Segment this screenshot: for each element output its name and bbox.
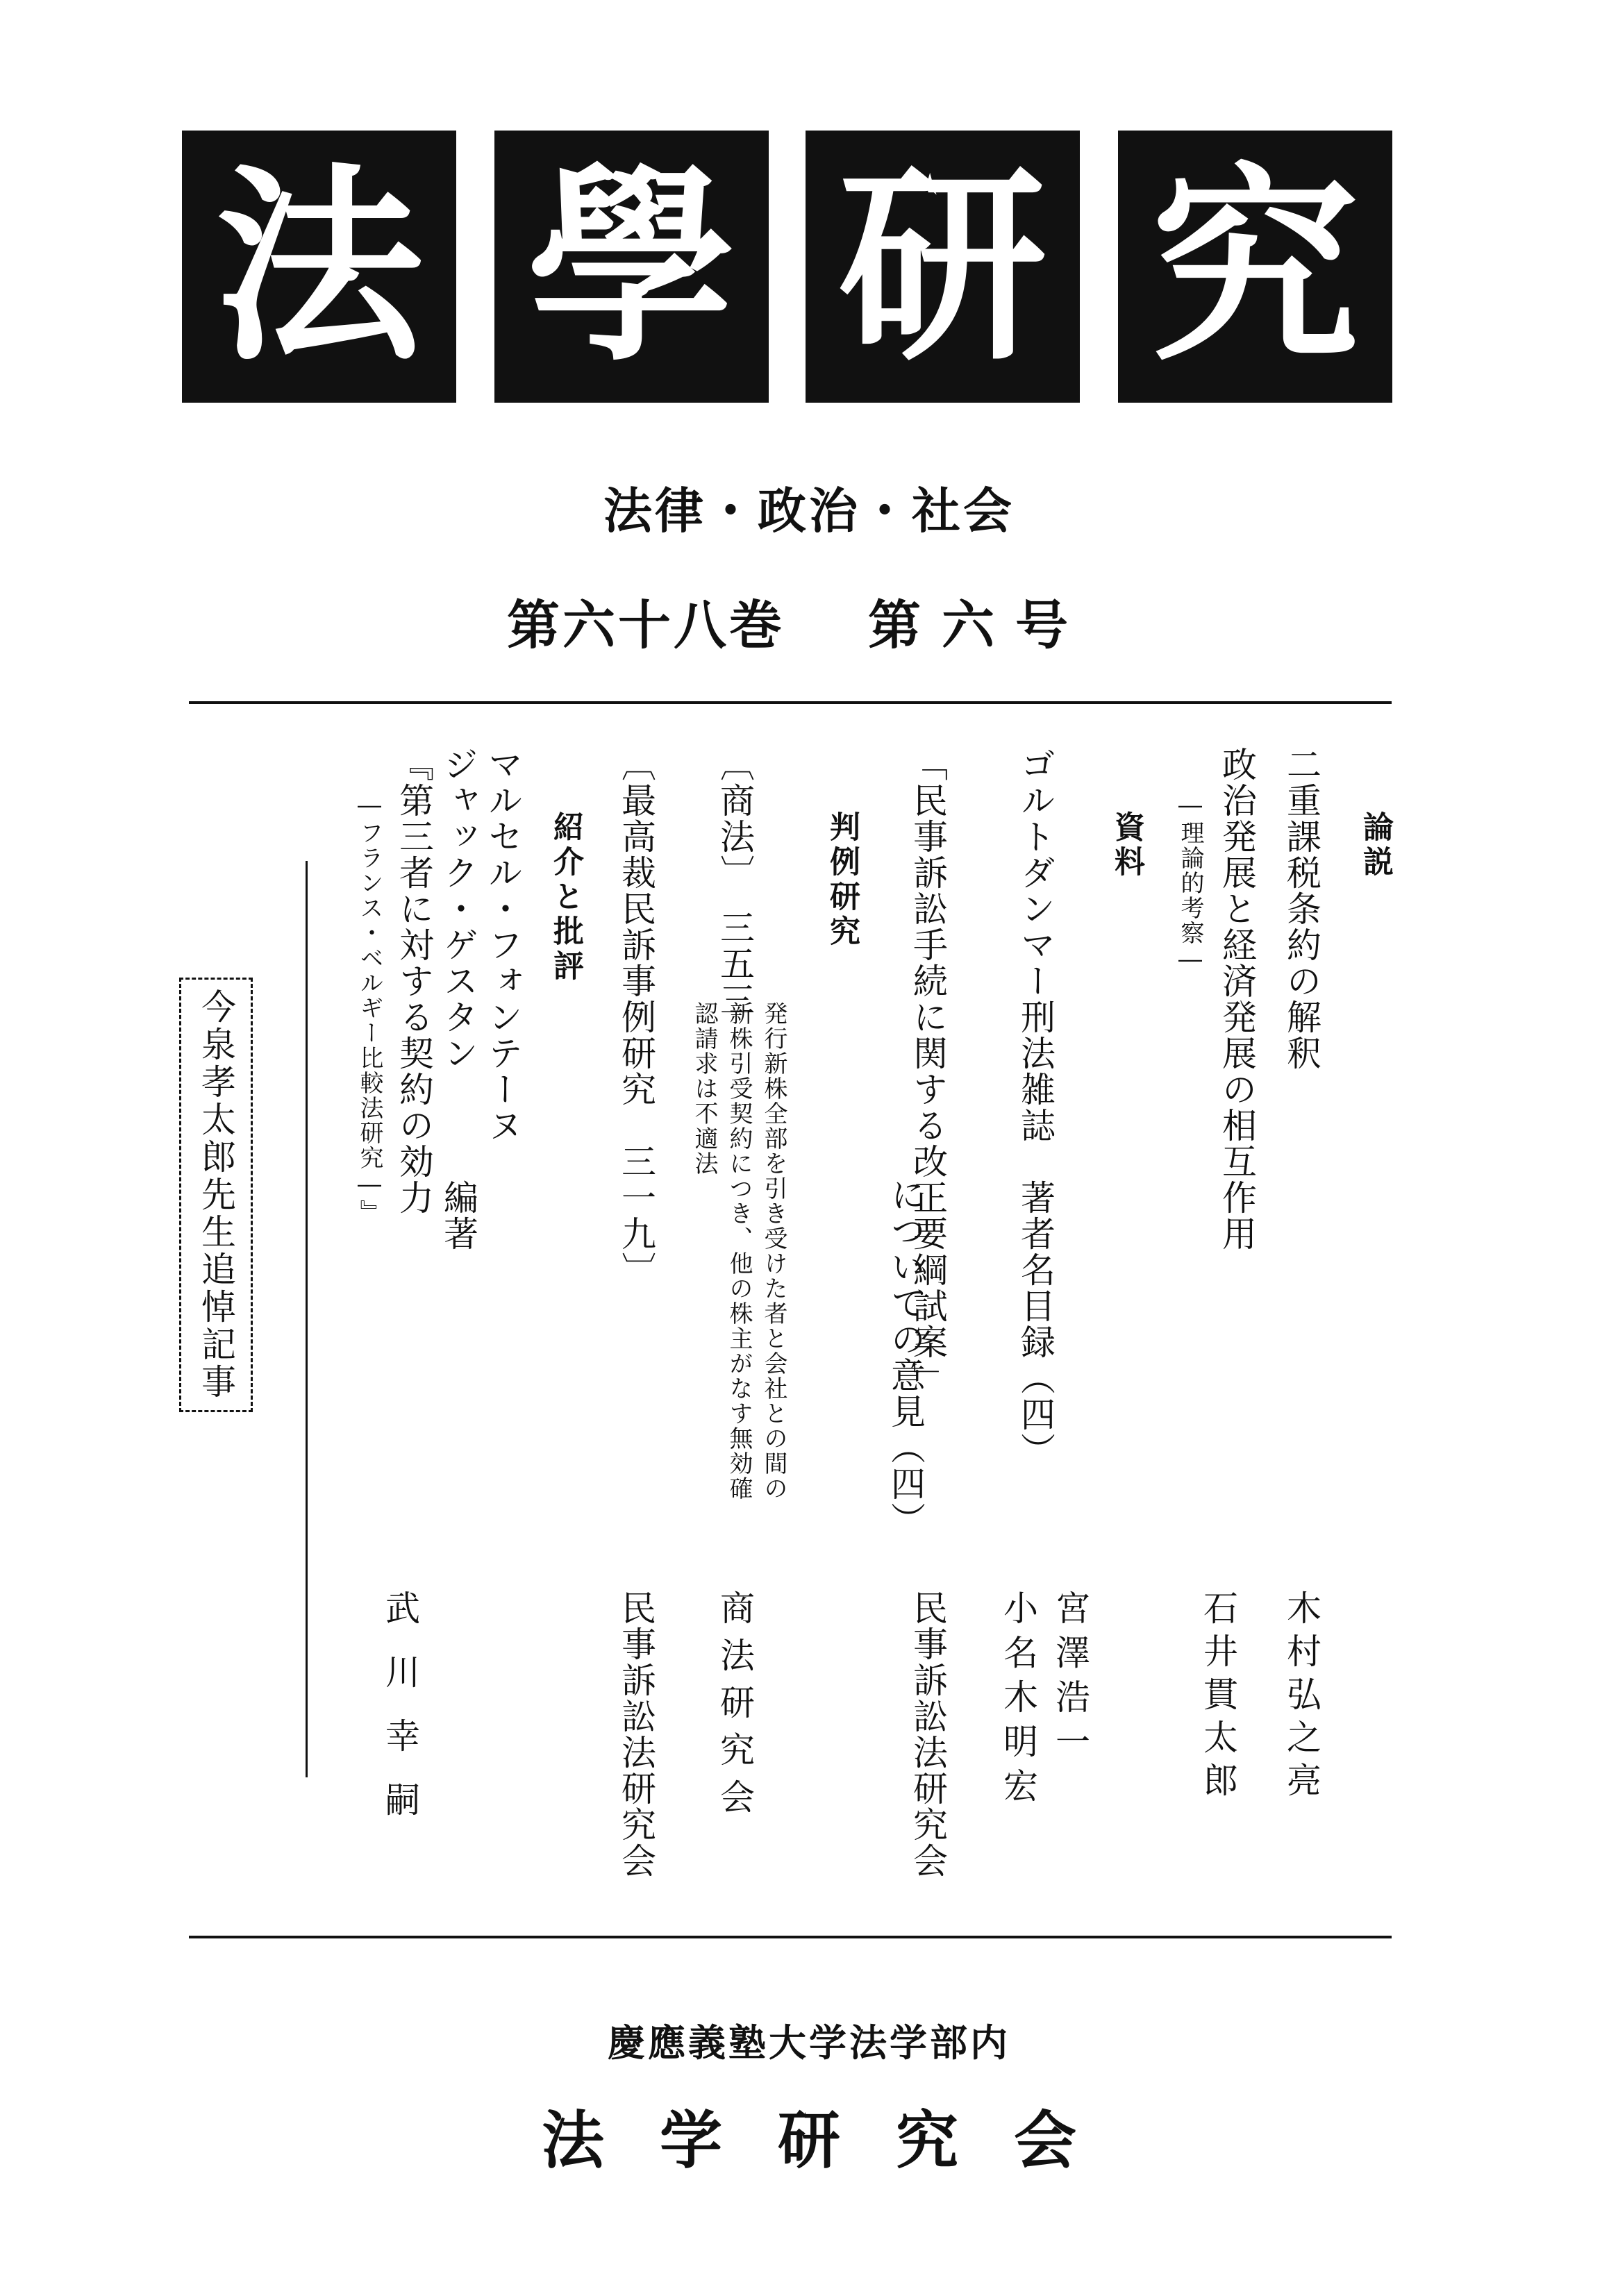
issue-number: 第六号 (868, 594, 1089, 656)
section-ronsetsu: 論説 (1358, 811, 1393, 880)
article-author: 木村弘之亮 (1281, 1590, 1321, 1805)
case-label: 〔商法〕 三五三 (715, 746, 755, 1018)
review-author: 武川幸嗣 (380, 1590, 420, 1845)
document-title: ゴルトダンマー刑法雑誌 著者名目録（四） (1015, 746, 1056, 1468)
column-divider (306, 861, 308, 1777)
journal-subtitle: 法律・政治・社会 (603, 483, 1015, 539)
title-block-2 (494, 131, 769, 403)
title-char: 研 (838, 144, 1047, 389)
title-block-1 (182, 131, 456, 403)
article-subtitle: ―理論的考察― (1176, 791, 1204, 975)
volume-number: 第六十八巻 (507, 594, 785, 656)
case-author: 商法研究会 (715, 1590, 755, 1826)
section-hanrei: 判例研究 (824, 811, 860, 950)
document-author: 小名木明宏 (998, 1590, 1038, 1812)
article-author: 石井貫太郎 (1198, 1590, 1238, 1805)
title-block-3 (806, 131, 1080, 403)
article-title: 政治発展と経済発展の相互作用 (1217, 746, 1257, 1252)
review-subtitle: ―フランス・ベルギー比較法研究―』 (356, 791, 383, 1225)
title-char: 究 (1151, 144, 1360, 389)
case-author: 民事訴訟法研究会 (616, 1590, 656, 1879)
article-title: 二重課税条約の解釈 (1281, 746, 1321, 1071)
title-char: 法 (215, 144, 424, 389)
memorial-box (179, 978, 253, 1412)
memorial-text: 今泉孝太郎先生追悼記事 (196, 989, 236, 1401)
review-line: ジャック・ゲスタン 編著 (438, 746, 478, 1252)
publisher-name: 法学研究会 (542, 2104, 1132, 2177)
divider-top (189, 701, 1392, 704)
case-description: 発行新株全部を引き受けた者と会社との間の (760, 1001, 787, 1501)
section-shiryo: 資料 (1109, 811, 1144, 880)
title-char: 學 (527, 144, 736, 389)
document-author: 宮澤浩一 (1050, 1590, 1090, 1768)
divider-bottom (189, 1936, 1392, 1938)
document-author: 民事訴訟法研究会 (908, 1590, 948, 1879)
publisher-affiliation: 慶應義塾大学法学部内 (608, 2021, 1010, 2065)
case-description: 新株引受契約につき、他の株主がなす無効確 (725, 1001, 753, 1501)
section-shokai: 紹介と批評 (548, 811, 583, 984)
review-line: 『第三者に対する契約の効力 (394, 746, 434, 1216)
case-label: 〔最高裁民訴事例研究 三一九〕 (616, 746, 656, 1288)
title-block-4 (1118, 131, 1392, 403)
document-title: 「民事訴訟手続に関する改正要綱試案」 (908, 746, 948, 1396)
case-description: 認請求は不適法 (690, 1001, 718, 1176)
review-line: マルセル・フォンテーヌ (483, 746, 523, 1143)
document-title-continued: についての意見（四） (885, 1177, 926, 1538)
